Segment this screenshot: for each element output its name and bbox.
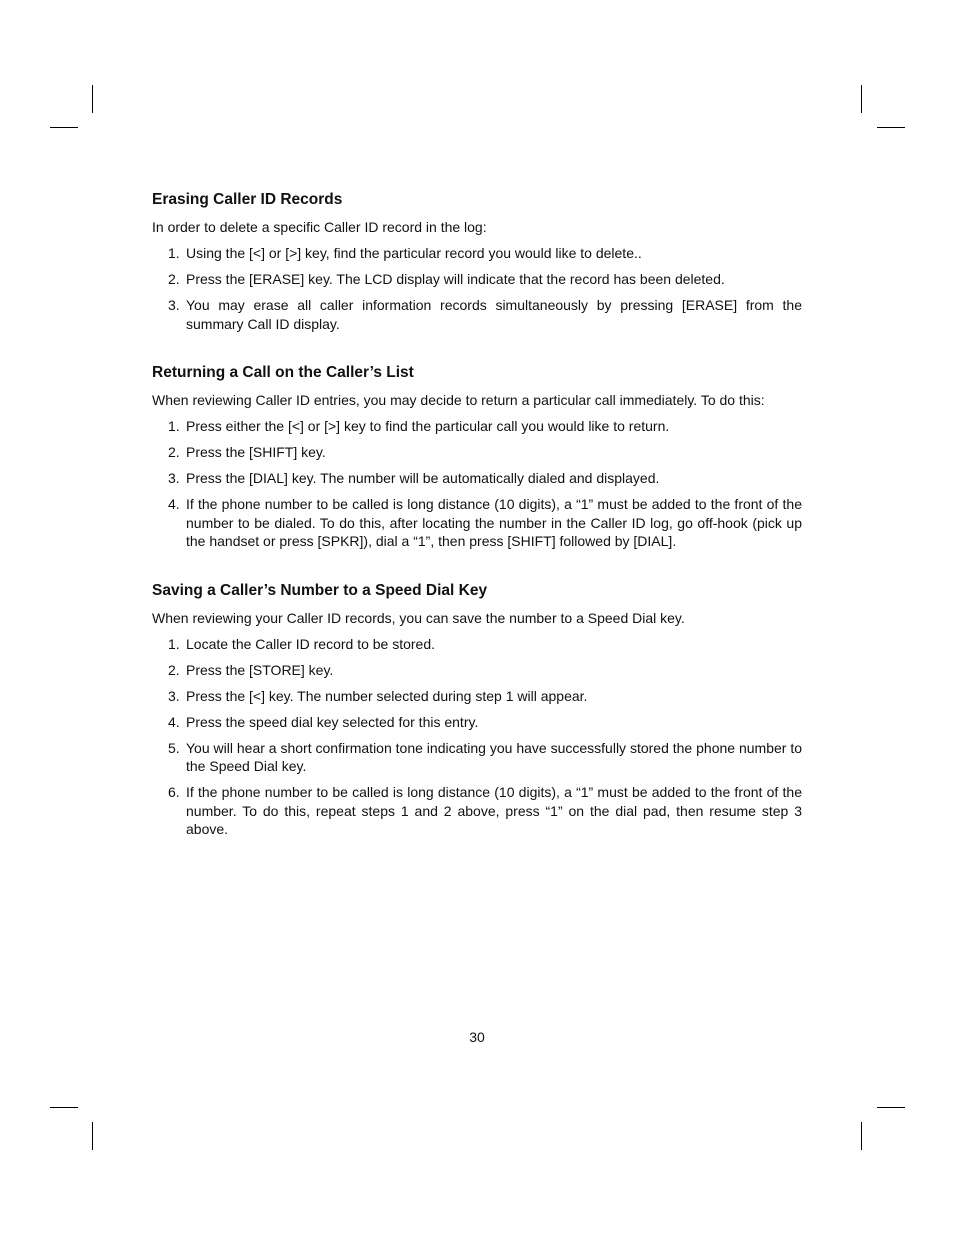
section-heading: Saving a Caller’s Number to a Speed Dial Key [152, 581, 488, 599]
crop-mark-top-right-horizontal [877, 127, 905, 128]
step-text: You will hear a short confirmation tone indicating you have successfully stored the phone number to the Speed Dial key. [186, 739, 802, 774]
step-number: 1. [168, 635, 180, 652]
step-text: Press the [DIAL] key. The number will be automatically dialed and displayed. [186, 470, 660, 486]
crop-mark-bottom-left-vertical [92, 1122, 93, 1150]
step-item [152, 296, 802, 333]
step-number: 2. [168, 661, 180, 678]
step-text: Press the [SHIFT] key. [186, 444, 326, 460]
step-number: 2. [168, 444, 180, 460]
step-number: 3. [168, 470, 180, 486]
step-item [152, 417, 802, 436]
step-item [152, 495, 802, 551]
step-item [152, 783, 802, 839]
step-item [152, 661, 802, 680]
page-content [152, 190, 802, 846]
section-saving-speed-dial [152, 581, 802, 839]
step-number: 1. [168, 245, 180, 261]
step-number: 1. [168, 418, 180, 434]
step-text: Press the [<] key. The number selected during step 1 will appear. [186, 687, 588, 704]
section-erasing-caller-id [152, 190, 802, 333]
step-item [152, 739, 802, 776]
section-intro: When reviewing your Caller ID records, you can save the number to a Speed Dial key. [152, 609, 685, 626]
step-item [152, 635, 802, 654]
step-text: Press the speed dial key selected for this entry. [186, 713, 479, 730]
step-number: 6. [168, 784, 180, 800]
crop-mark-top-left-horizontal [50, 127, 78, 128]
section-heading: Returning a Call on the Caller’s List [152, 364, 414, 381]
section-returning-call [152, 363, 802, 551]
crop-mark-top-left-vertical [92, 85, 93, 113]
step-text: Locate the Caller ID record to be stored. [186, 635, 436, 652]
step-number: 5. [168, 739, 180, 756]
section-intro: In order to delete a specific Caller ID record in the log: [152, 219, 487, 235]
step-number: 4. [168, 496, 180, 512]
step-text: Press either the [<] or [>] key to find the particular call you would like to return. [186, 418, 670, 434]
step-item [152, 713, 802, 732]
step-list [152, 417, 802, 551]
crop-mark-bottom-right-vertical [861, 1122, 862, 1150]
section-intro: When reviewing Caller ID entries, you may decide to return a particular call immediately. To do this: [152, 392, 765, 408]
step-item [152, 244, 802, 263]
step-number: 3. [168, 297, 180, 313]
step-text: Press the [STORE] key. [186, 661, 334, 678]
step-item [152, 469, 802, 488]
step-item [152, 687, 802, 706]
step-number: 2. [168, 271, 180, 287]
crop-mark-top-right-vertical [861, 85, 862, 113]
step-list [152, 635, 802, 839]
step-text: You may erase all caller information records simultaneously by pressing [ERASE] from the summary Call ID display. [186, 297, 802, 332]
step-number: 3. [168, 687, 180, 704]
step-text: If the phone number to be called is long distance (10 digits), a “1” must be added to the front of the number. To do this, repeat steps 1 and 2 above, press “1” on the dial pad, then resume step 3 above. [186, 784, 802, 837]
page-number: 30 [469, 1029, 485, 1045]
crop-mark-bottom-left-horizontal [50, 1107, 78, 1108]
step-text: Press the [ERASE] key. The LCD display will indicate that the record has been deleted. [186, 271, 725, 287]
step-text: Using the [<] or [>] key, find the particular record you would like to delete.. [186, 245, 642, 261]
step-number: 4. [168, 713, 180, 730]
step-item [152, 443, 802, 462]
step-list [152, 244, 802, 333]
crop-mark-bottom-right-horizontal [877, 1107, 905, 1108]
section-heading: Erasing Caller ID Records [152, 191, 343, 208]
step-text: If the phone number to be called is long distance (10 digits), a “1” must be added to the front of the number to be dialed. To do this, after locating the number in the Caller ID log, go off-hook (pick up the handset or press [SPKR]), dial a “1”, then press [SHIFT] followed by [DIAL]. [186, 496, 802, 549]
step-item [152, 270, 802, 289]
